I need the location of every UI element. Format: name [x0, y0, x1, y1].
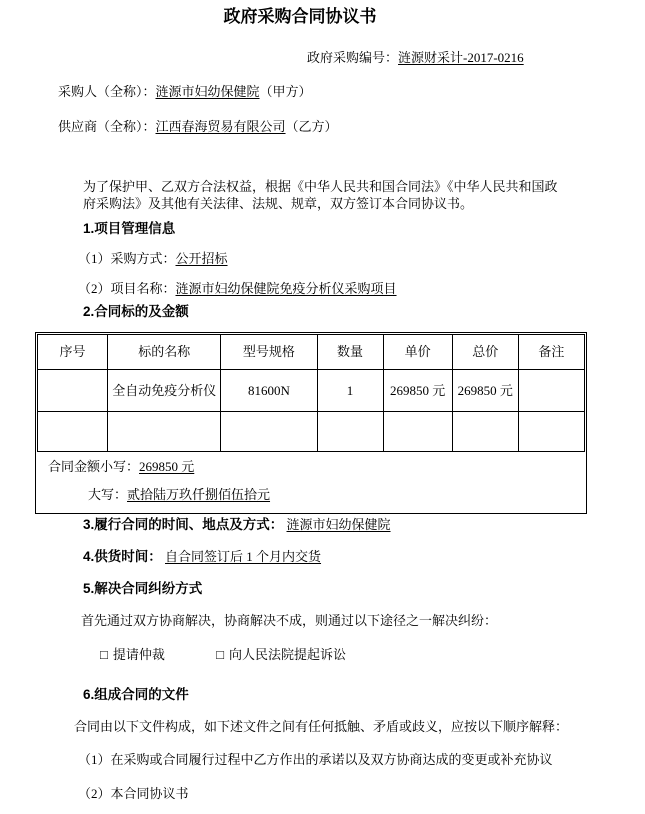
table-header-cell: 备注 — [518, 335, 584, 370]
amount-in-figures-line — [48, 459, 585, 475]
table-cell — [518, 370, 584, 412]
project-name-value: 涟源市妇幼保健院免疫分析仪采购项目 — [175, 281, 397, 296]
table-header-cell: 序号 — [38, 335, 108, 370]
litigation-option — [216, 647, 346, 663]
checkbox-arbitration-icon[interactable]: □ — [100, 647, 108, 662]
purchaser-label: 采购人（全称）： — [58, 84, 156, 99]
table-cell: 269850 元 — [383, 370, 452, 412]
amount-in-figures-value: 269850 元 — [139, 459, 195, 474]
delivery-time-line — [83, 549, 321, 565]
table-cell: 269850 元 — [452, 370, 518, 412]
page-title: 政府采购合同协议书 — [223, 7, 377, 26]
arbitration-option-label: 提请仲裁 — [112, 647, 165, 662]
amount-in-words-label: 大写： — [88, 487, 128, 502]
contract-number-value: 涟源财采计-2017-0216 — [398, 50, 524, 65]
items-table — [37, 334, 585, 452]
table-cell: 81600N — [221, 370, 317, 412]
contract-number-line — [307, 50, 524, 66]
table-cell — [108, 412, 221, 452]
section6-heading: 6.组成合同的文件 — [83, 687, 189, 702]
contract-composition-text: 合同由以下文件构成，如下述文件之间有任何抵触、矛盾或歧义，应按以下顺序解释： — [74, 719, 569, 734]
project-name-label: （2）项目名称： — [78, 281, 176, 296]
amount-in-figures-label: 合同金额小写： — [48, 459, 140, 474]
supplier-line — [58, 119, 338, 135]
supplier-label: 供应商（全称）： — [58, 119, 156, 134]
procurement-method-line — [78, 251, 228, 267]
purchaser-suffix: （甲方） — [259, 84, 312, 99]
performance-terms-label: 3.履行合同的时间、地点及方式： — [83, 517, 284, 532]
supplier-value: 江西春海贸易有限公司 — [155, 119, 286, 134]
contract-items-table — [35, 332, 587, 514]
purchaser-line — [58, 84, 312, 100]
table-cell — [518, 412, 584, 452]
dispute-options-line — [100, 647, 346, 663]
section1-heading: 1.项目管理信息 — [83, 221, 176, 236]
table-cell — [317, 412, 383, 452]
procurement-method-label: （1）采购方式： — [78, 251, 176, 266]
purchaser-value: 涟源市妇幼保健院 — [155, 84, 260, 99]
table-cell — [38, 370, 108, 412]
table-header-cell: 单价 — [383, 335, 452, 370]
preamble-paragraph: 为了保护甲、乙双方合法权益，根据《中华人民共和国合同法》《中华人民共和国政府采购法》及其他有关法律、法规、规章，双方签订本合同协议书。 — [83, 179, 558, 211]
table-cell — [221, 412, 317, 452]
procurement-method-value: 公开招标 — [175, 251, 228, 266]
supplier-suffix: （乙方） — [285, 119, 338, 134]
table-row — [38, 370, 585, 412]
table-cell: 全自动免疫分析仪 — [108, 370, 221, 412]
table-cell: 1 — [317, 370, 383, 412]
table-header-cell: 数量 — [317, 335, 383, 370]
table-header-cell: 标的名称 — [108, 335, 221, 370]
dispute-resolution-text: 首先通过双方协商解决，协商解决不成，则通过以下途径之一解决纠纷： — [81, 613, 498, 628]
checkbox-litigation-icon[interactable]: □ — [216, 647, 224, 662]
litigation-option-label: 向人民法院提起诉讼 — [228, 647, 346, 662]
arbitration-option — [100, 647, 165, 663]
composition-item-2: （2）本合同协议书 — [78, 786, 189, 801]
amount-in-words-line — [48, 487, 585, 503]
table-row — [38, 412, 585, 452]
project-name-line — [78, 281, 397, 297]
amount-in-words-value: 贰拾陆万玖仟捌佰伍拾元 — [127, 487, 271, 502]
table-cell — [383, 412, 452, 452]
delivery-time-value: 自合同签订后 1 个月内交货 — [165, 549, 322, 564]
table-cell — [38, 412, 108, 452]
table-cell — [452, 412, 518, 452]
composition-item-1: （1）在采购或合同履行过程中乙方作出的承诺以及双方协商达成的变更或补充协议 — [78, 752, 553, 767]
delivery-time-label: 4.供货时间： — [83, 549, 162, 564]
performance-terms-line — [83, 517, 391, 533]
contract-number-label: 政府采购编号： — [307, 50, 399, 65]
table-header-row — [38, 335, 585, 370]
contract-amount-block — [37, 452, 585, 512]
table-header-cell: 型号规格 — [221, 335, 317, 370]
section5-heading: 5.解决合同纠纷方式 — [83, 581, 203, 596]
table-header-cell: 总价 — [452, 335, 518, 370]
section2-heading: 2.合同标的及金额 — [83, 304, 189, 319]
performance-terms-value: 涟源市妇幼保健院 — [286, 517, 391, 532]
